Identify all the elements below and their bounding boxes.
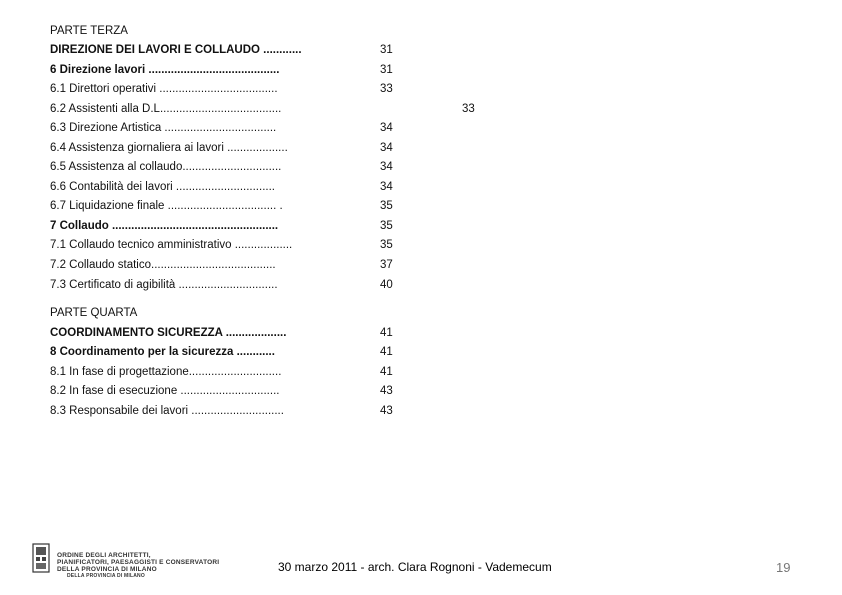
toc-entry-label: 8.2 In fase di esecuzione ............................... <box>50 385 280 397</box>
toc-entry <box>50 103 490 119</box>
toc-entry-page: 41 <box>380 346 393 358</box>
toc-entry-label: 6.6 Contabilità dei lavori ............................... <box>50 181 275 193</box>
toc-entry <box>50 385 490 401</box>
toc-entry-label: 8 Coordinamento per la sicurezza ............ <box>50 346 275 358</box>
toc-entry-page: 34 <box>380 181 393 193</box>
toc-entry-page: 33 <box>462 103 475 115</box>
toc-entry-label: 6.1 Direttori operativi ..................................... <box>50 83 278 95</box>
toc-entry-label: 6 Direzione lavori ......................................... <box>50 64 280 76</box>
toc-entry <box>50 366 490 382</box>
order-logo-text <box>57 552 219 580</box>
toc-entry-label: 6.7 Liquidazione finale .................................. . <box>50 200 283 212</box>
toc-entry <box>50 239 490 255</box>
toc-entry <box>50 181 490 197</box>
toc-entry <box>50 346 490 362</box>
toc-entry-page: 41 <box>380 366 393 378</box>
toc-entry <box>50 405 490 421</box>
toc-entry-page: 31 <box>380 44 393 56</box>
toc-entry <box>50 327 490 343</box>
page-number: 19 <box>776 560 791 575</box>
toc-entry-label: 8.1 In fase di progettazione............................. <box>50 366 282 378</box>
toc-entry-label: 6.5 Assistenza al collaudo............................... <box>50 161 282 173</box>
toc-entry-label: COORDINAMENTO SICUREZZA ................... <box>50 327 287 339</box>
toc-entry-page: 41 <box>380 327 393 339</box>
toc-entry-page: 35 <box>380 239 393 251</box>
logo-line: ORDINE DEGLI ARCHITETTI, <box>57 552 151 559</box>
toc-entry-page: 40 <box>380 279 393 291</box>
section-heading-parte-terza: PARTE TERZA <box>50 25 128 37</box>
toc-entry <box>50 64 490 80</box>
toc-entry <box>50 200 490 216</box>
logo-line: DELLA PROVINCIA DI MILANO <box>57 566 157 573</box>
logo-line: PIANIFICATORI, PAESAGGISTI E CONSERVATORI <box>57 559 220 566</box>
toc-entry-page: 34 <box>380 161 393 173</box>
toc-entry <box>50 259 490 275</box>
toc-entry-label: 8.3 Responsabile dei lavori ............................. <box>50 405 284 417</box>
toc-entry <box>50 279 490 295</box>
footer-caption: 30 marzo 2011 - arch. Clara Rognoni - Vademecum <box>278 560 552 574</box>
toc-entry <box>50 44 490 60</box>
toc-entry-label: 7.1 Collaudo tecnico amministrativo .................. <box>50 239 293 251</box>
toc-entry <box>50 161 490 177</box>
toc-entry <box>50 122 490 138</box>
order-emblem-icon <box>32 543 50 573</box>
toc-entry-label: 7 Collaudo .................................................... <box>50 220 279 232</box>
toc-entry-label: 6.3 Direzione Artistica ................................... <box>50 122 277 134</box>
toc-entry-label: 7.3 Certificato di agibilità ............................... <box>50 279 278 291</box>
toc-entry-label: 6.2 Assistenti alla D.L...................................... <box>50 103 282 115</box>
toc-entry-label: DIREZIONE DEI LAVORI E COLLAUDO ............ <box>50 44 302 56</box>
toc-entry-page: 37 <box>380 259 393 271</box>
order-logo <box>32 540 242 582</box>
toc-entry-label: 7.2 Collaudo statico....................................... <box>50 259 276 271</box>
toc-entry-page: 34 <box>380 122 393 134</box>
toc-entry <box>50 142 490 158</box>
toc-entry-page: 34 <box>380 142 393 154</box>
toc-entry-page: 35 <box>380 220 393 232</box>
toc-entry-page: 43 <box>380 385 393 397</box>
toc-entry-label: 6.4 Assistenza giornaliera ai lavori ................... <box>50 142 288 154</box>
toc-entry-page: 43 <box>380 405 393 417</box>
toc-entry-page: 33 <box>380 83 393 95</box>
toc-entry <box>50 83 490 99</box>
toc-entry-page: 31 <box>380 64 393 76</box>
toc-entry-page: 35 <box>380 200 393 212</box>
section-heading-parte-quarta: PARTE QUARTA <box>50 307 138 319</box>
toc-entry <box>50 220 490 236</box>
logo-line: DELLA PROVINCIA DI MILANO <box>67 573 145 579</box>
